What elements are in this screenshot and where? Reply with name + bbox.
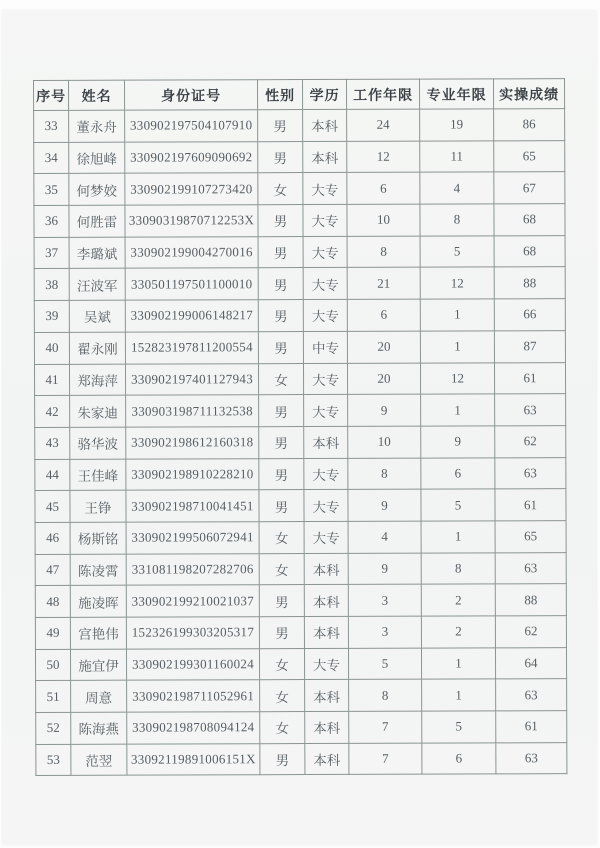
cell-no: 37 [34, 237, 69, 269]
cell-id-number: 330902198710041451 [126, 490, 259, 522]
cell-practical-score: 68 [494, 235, 565, 267]
cell-work-years: 8 [348, 458, 421, 490]
cell-name: 何梦姣 [69, 174, 125, 206]
header-row [34, 79, 565, 111]
table-row [35, 584, 566, 618]
cell-gender: 女 [259, 648, 304, 680]
cell-professional-years: 2 [421, 616, 495, 648]
cell-no: 43 [35, 427, 70, 459]
cell-work-years: 6 [347, 173, 420, 205]
table-row [36, 711, 567, 745]
cell-practical-score: 63 [495, 552, 566, 584]
cell-work-years: 9 [348, 553, 421, 585]
cell-education: 本科 [304, 616, 348, 648]
cell-education: 本科 [305, 680, 349, 712]
cell-education: 大专 [303, 204, 347, 236]
cell-no: 41 [34, 364, 69, 396]
cell-practical-score: 63 [496, 679, 567, 711]
cell-name: 董永舟 [69, 110, 125, 142]
cell-name: 吴斌 [69, 300, 125, 332]
cell-work-years: 20 [347, 363, 420, 395]
cell-id-number: 330902199004270016 [125, 236, 258, 268]
cell-work-years: 12 [347, 141, 420, 173]
cell-name: 李璐斌 [69, 237, 125, 269]
cell-professional-years: 12 [420, 267, 494, 299]
cell-education: 大专 [303, 173, 347, 205]
cell-id-number: 330902198910228210 [126, 458, 259, 490]
cell-gender: 男 [259, 458, 304, 490]
cell-practical-score: 61 [496, 711, 567, 743]
cell-practical-score: 87 [494, 330, 565, 362]
cell-professional-years: 8 [420, 204, 494, 236]
cell-education: 大专 [304, 521, 348, 553]
column-header-education: 学历 [303, 79, 347, 109]
cell-gender: 女 [259, 553, 304, 585]
cell-practical-score: 65 [495, 521, 566, 553]
cell-education: 大专 [303, 268, 347, 300]
cell-gender: 男 [258, 268, 303, 300]
scanned-paper-sheet [2, 10, 597, 845]
cell-no: 39 [34, 300, 69, 332]
table-row [36, 679, 567, 713]
cell-professional-years: 2 [421, 584, 495, 616]
cell-work-years: 3 [348, 616, 421, 648]
cell-work-years: 8 [347, 236, 420, 268]
cell-practical-score: 88 [494, 267, 565, 299]
cell-work-years: 9 [348, 394, 421, 426]
cell-no: 40 [34, 332, 69, 364]
cell-name: 翟永刚 [69, 332, 125, 364]
cell-id-number: 152326199303205317 [126, 617, 259, 649]
cell-name: 徐旭峰 [69, 142, 125, 174]
cell-practical-score: 63 [495, 457, 566, 489]
cell-name: 汪波军 [69, 269, 125, 301]
cell-education: 本科 [305, 743, 349, 775]
cell-name: 宫艳伟 [70, 617, 126, 649]
cell-practical-score: 64 [495, 647, 566, 679]
table-row [35, 457, 566, 491]
score-table [33, 78, 567, 776]
column-header-name: 姓名 [69, 80, 125, 110]
cell-education: 本科 [304, 426, 348, 458]
table-row [34, 109, 565, 143]
cell-education: 大专 [304, 648, 348, 680]
cell-work-years: 10 [348, 426, 421, 458]
cell-education: 本科 [304, 553, 348, 585]
cell-gender: 女 [260, 680, 305, 712]
cell-no: 42 [35, 396, 70, 428]
cell-education: 大专 [304, 395, 348, 427]
cell-id-number: 330902199210021037 [126, 585, 259, 617]
table-row [35, 394, 566, 428]
column-header-id-number: 身份证号 [125, 80, 258, 110]
cell-practical-score: 62 [495, 426, 566, 458]
cell-no: 53 [36, 744, 71, 776]
cell-id-number: 330501197501100010 [125, 268, 258, 300]
cell-name: 骆华波 [70, 427, 126, 459]
cell-name: 范翌 [71, 744, 127, 776]
column-header-professional-years: 专业年限 [419, 79, 493, 109]
cell-id-number: 330902197504107910 [125, 110, 258, 142]
cell-work-years: 7 [349, 743, 422, 775]
cell-no: 38 [34, 269, 69, 301]
cell-gender: 女 [258, 173, 303, 205]
cell-education: 本科 [303, 141, 347, 173]
cell-no: 33 [34, 110, 69, 142]
cell-no: 36 [34, 205, 69, 237]
cell-work-years: 3 [348, 584, 421, 616]
cell-work-years: 5 [348, 648, 421, 680]
cell-name: 王佳峰 [70, 459, 126, 491]
cell-gender: 男 [258, 141, 303, 173]
cell-no: 51 [36, 681, 71, 713]
cell-gender: 男 [258, 110, 303, 142]
cell-education: 大专 [303, 363, 347, 395]
table-row [35, 552, 566, 586]
cell-id-number: 330902197609090692 [125, 141, 258, 173]
cell-work-years: 6 [347, 299, 420, 331]
cell-id-number: 330902198711052961 [127, 680, 260, 712]
table-row [35, 647, 566, 681]
cell-gender: 男 [258, 205, 303, 237]
cell-education: 本科 [303, 109, 347, 141]
cell-gender: 男 [259, 395, 304, 427]
cell-education: 中专 [303, 331, 347, 363]
cell-id-number: 330902198612160318 [126, 427, 259, 459]
cell-id-number: 330902199301160024 [126, 648, 259, 680]
cell-gender: 男 [259, 617, 304, 649]
cell-professional-years: 9 [421, 426, 495, 458]
cell-practical-score: 62 [495, 616, 566, 648]
cell-practical-score: 67 [494, 172, 565, 204]
cell-education: 本科 [304, 585, 348, 617]
cell-work-years: 8 [349, 680, 422, 712]
cell-education: 本科 [305, 711, 349, 743]
cell-work-years: 4 [348, 521, 421, 553]
cell-id-number: 33090319870712253X [125, 205, 258, 237]
cell-gender: 男 [258, 300, 303, 332]
cell-professional-years: 5 [420, 236, 494, 268]
cell-professional-years: 11 [420, 141, 494, 173]
table-row [34, 140, 565, 174]
cell-name: 何胜雷 [69, 205, 125, 237]
column-header-work-years: 工作年限 [346, 79, 419, 109]
cell-professional-years: 4 [420, 172, 494, 204]
cell-gender: 男 [258, 331, 303, 363]
cell-id-number: 330903198711132538 [126, 395, 259, 427]
table-row [36, 742, 567, 776]
cell-practical-score: 68 [494, 204, 565, 236]
cell-practical-score: 61 [494, 362, 565, 394]
cell-no: 46 [35, 522, 70, 554]
cell-id-number: 331081198207282706 [126, 553, 259, 585]
cell-name: 陈凌霄 [70, 554, 126, 586]
table-row [34, 267, 565, 301]
cell-name: 陈海燕 [71, 712, 127, 744]
table-row [35, 489, 566, 523]
cell-no: 49 [35, 617, 70, 649]
cell-work-years: 24 [347, 109, 420, 141]
cell-name: 施宜伊 [70, 649, 126, 681]
table-row [34, 299, 565, 333]
cell-work-years: 9 [348, 489, 421, 521]
cell-no: 52 [36, 712, 71, 744]
table-row [35, 426, 566, 460]
cell-practical-score: 63 [495, 394, 566, 426]
cell-gender: 男 [259, 426, 304, 458]
cell-id-number: 330902199107273420 [125, 173, 258, 205]
table-row [35, 521, 566, 555]
cell-professional-years: 6 [422, 743, 496, 775]
cell-name: 周意 [71, 681, 127, 713]
cell-no: 47 [35, 554, 70, 586]
cell-professional-years: 6 [421, 457, 495, 489]
column-header-gender: 性别 [258, 80, 303, 110]
cell-practical-score: 88 [495, 584, 566, 616]
cell-work-years: 7 [349, 711, 422, 743]
cell-no: 48 [35, 586, 70, 618]
table-body [34, 109, 567, 776]
cell-gender: 男 [259, 585, 304, 617]
cell-professional-years: 1 [421, 648, 495, 680]
table-row [35, 616, 566, 650]
table-row [34, 362, 565, 396]
cell-no: 35 [34, 174, 69, 206]
cell-work-years: 21 [347, 268, 420, 300]
cell-professional-years: 19 [420, 109, 494, 141]
cell-gender: 男 [259, 490, 304, 522]
table-row [34, 204, 565, 238]
cell-gender: 男 [258, 236, 303, 268]
cell-name: 郑海萍 [69, 364, 125, 396]
cell-gender: 女 [259, 521, 304, 553]
cell-id-number: 330902197401127943 [125, 363, 258, 395]
cell-id-number: 33092119891006151X [127, 743, 260, 775]
cell-id-number: 152823197811200554 [125, 332, 258, 364]
cell-professional-years: 5 [422, 711, 496, 743]
cell-id-number: 330902199006148217 [125, 300, 258, 332]
table-row [34, 172, 565, 206]
cell-no: 44 [35, 459, 70, 491]
cell-education: 大专 [304, 458, 348, 490]
cell-practical-score: 66 [494, 299, 565, 331]
cell-work-years: 10 [347, 204, 420, 236]
cell-practical-score: 65 [494, 140, 565, 172]
cell-gender: 女 [258, 363, 303, 395]
column-header-no: 序号 [34, 80, 69, 110]
cell-name: 王铮 [70, 490, 126, 522]
cell-professional-years: 12 [420, 362, 494, 394]
cell-no: 50 [35, 649, 70, 681]
cell-gender: 女 [260, 712, 305, 744]
cell-practical-score: 61 [495, 489, 566, 521]
cell-professional-years: 1 [421, 521, 495, 553]
cell-professional-years: 1 [422, 679, 496, 711]
table-row [34, 330, 565, 364]
cell-work-years: 20 [347, 331, 420, 363]
cell-education: 大专 [304, 490, 348, 522]
cell-practical-score: 86 [494, 109, 565, 141]
cell-no: 45 [35, 491, 70, 523]
cell-professional-years: 1 [420, 299, 494, 331]
cell-education: 大专 [303, 236, 347, 268]
cell-practical-score: 63 [496, 742, 567, 774]
table-row [34, 235, 565, 269]
cell-professional-years: 5 [421, 489, 495, 521]
cell-name: 杨斯铭 [70, 522, 126, 554]
cell-name: 朱家迪 [70, 395, 126, 427]
cell-name: 施凌晖 [70, 585, 126, 617]
cell-id-number: 330902198708094124 [127, 712, 260, 744]
cell-id-number: 330902199506072941 [126, 522, 259, 554]
cell-education: 大专 [303, 300, 347, 332]
cell-professional-years: 1 [420, 331, 494, 363]
cell-professional-years: 8 [421, 553, 495, 585]
cell-professional-years: 1 [421, 394, 495, 426]
cell-gender: 男 [260, 743, 305, 775]
cell-no: 34 [34, 142, 69, 174]
column-header-practical-score: 实操成绩 [493, 79, 564, 109]
